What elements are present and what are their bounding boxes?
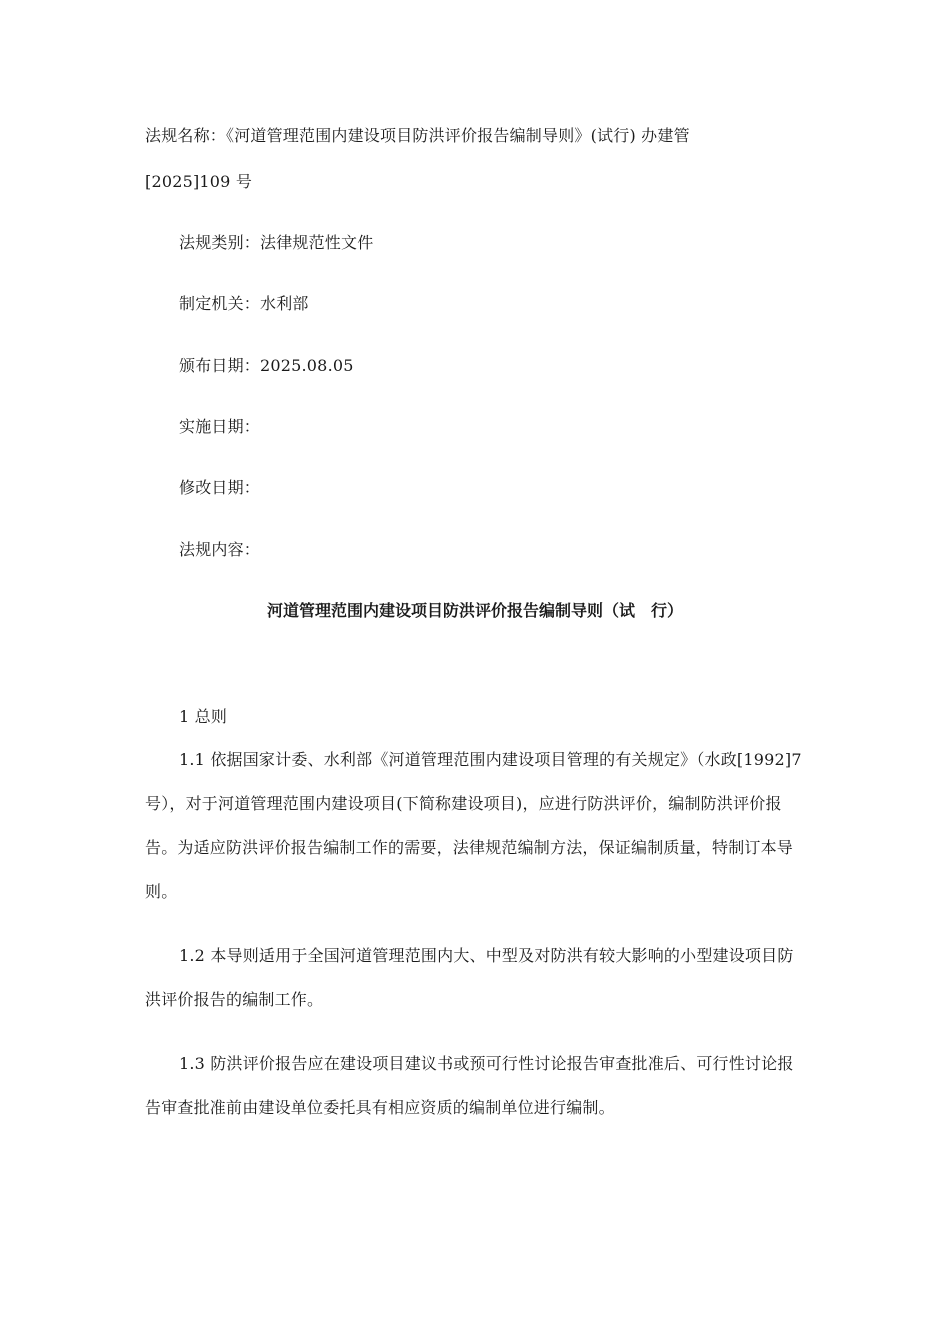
publish-date: 颁布日期：2025.08.05 (179, 356, 354, 375)
regulation-name-line-1: 法规名称：《河道管理范围内建设项目防洪评价报告编制导则》(试行) 办建管 (145, 126, 690, 145)
paragraph-1-1: 1.1 依据国家计委、水利部《河道管理范围内建设项目管理的有关规定》（水政[1992]7 号），对于河道管理范围内建设项目(下简称建设项目)，应进行防洪评价，编制防洪评价报告。为适应防洪评价报告编制工作的需要，法律规范编制方法，保证编制质量，特制订本导则。 (145, 750, 802, 901)
issuing-authority: 制定机关：水利部 (179, 294, 309, 313)
paragraph-1-2: 1.2 本导则适用于全国河道管理范围内大、中型及对防洪有较大影响的小型建设项目防洪评价报告的编制工作。 (145, 946, 794, 1009)
section-heading-general: 1 总则 (179, 707, 228, 726)
document-title: 河道管理范围内建设项目防洪评价报告编制导则（试 行） (266, 601, 683, 620)
revise-date: 修改日期： (179, 478, 261, 497)
content-label: 法规内容： (179, 540, 261, 559)
regulation-name-line-2: [2025]109 号 (145, 172, 253, 191)
effective-date: 实施日期： (179, 417, 261, 436)
regulation-category: 法规类别：法律规范性文件 (179, 233, 374, 252)
paragraph-1-3: 1.3 防洪评价报告应在建设项目建议书或预可行性讨论报告审查批准后、可行性讨论报告审查批准前由建设单位委托具有相应资质的编制单位进行编制。 (145, 1054, 794, 1117)
